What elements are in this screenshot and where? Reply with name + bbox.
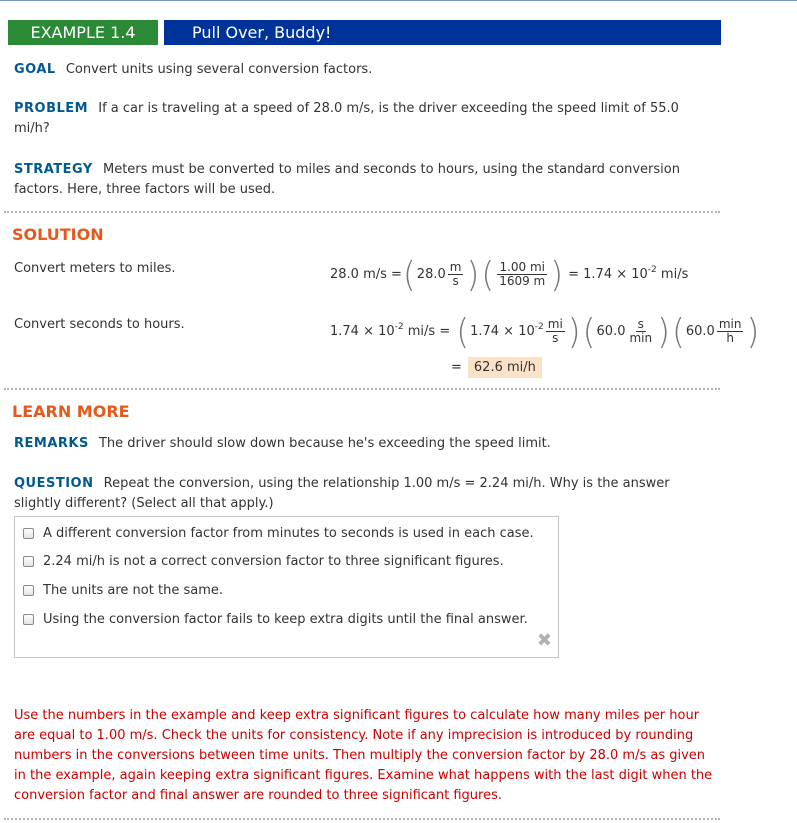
equation-result: = $1.74 \times 10^{-2}$ mi/s [568, 265, 689, 282]
example-number: EXAMPLE 1.4 [8, 20, 158, 45]
divider [4, 818, 720, 820]
answer-option[interactable] [23, 554, 504, 569]
option-label: A different conversion factor from minutes to seconds is used in each case. [43, 526, 534, 541]
goal-text: Convert units using several conversion factors. [65, 62, 373, 77]
question-label: QUESTION [14, 476, 94, 491]
question-text: Repeat the conversion, using the relationship 1.00 m/s = 2.24 mi/h. Why is the answer slightly different? (Select all that apply.) [14, 476, 670, 511]
remarks-paragraph [14, 434, 714, 454]
option-label: 2.24 mi/h is not a correct conversion factor to three significant figures. [43, 554, 504, 569]
goal-label: GOAL [14, 62, 56, 77]
checkbox[interactable] [23, 556, 34, 567]
hint-text: Use the numbers in the example and keep extra significant figures to calculate how many miles per hour are equal to 1.00 m/s. Check the units for consistency. Note if any imprecision is introduced by rounding numbers in the conversions between time units. Then multiply the conversion factor by 28.0 m/s as given in the example, again keeping extra significant figures. Examine what happens with the last digit when the conversion factor and final answer are rounded to three significant figures. [14, 708, 713, 803]
solution-heading: SOLUTION [12, 225, 104, 244]
checkbox[interactable] [23, 585, 34, 596]
answer-options-box [14, 516, 559, 658]
answer-option[interactable] [23, 583, 223, 598]
strategy-label: STRATEGY [14, 162, 93, 177]
fraction: $\frac{mi}{s}$ [547, 317, 563, 345]
divider [4, 388, 720, 390]
close-icon: ✖ [536, 630, 552, 651]
fraction: $\frac{m}{s}$ [449, 260, 462, 288]
final-answer: 62.6 mi/h [468, 357, 542, 378]
equation-lhs: $1.74 \times 10^{-2}$ mi/s = [330, 322, 451, 339]
option-label: Using the conversion factor fails to keep extra digits until the final answer. [43, 612, 528, 627]
remarks-label: REMARKS [14, 436, 89, 451]
question-paragraph [14, 474, 704, 514]
remarks-text: The driver should slow down because he's exceeding the speed limit. [98, 436, 551, 451]
problem-text: If a car is traveling at a speed of 28.0 m/s, is the driver exceeding the speed limit of 55.0 mi/h? [14, 101, 679, 136]
learn-more-heading: LEARN MORE [12, 402, 130, 421]
final-answer-row: = 62.6 mi/h [451, 357, 542, 378]
step-label: Convert seconds to hours. [14, 317, 185, 332]
strategy-text: Meters must be converted to miles and seconds to hours, using the standard conversion factors. Here, three factors will be used. [14, 162, 680, 197]
fraction: $\frac{1.00 mi}{1609 m}$ [499, 260, 546, 288]
example-header [8, 20, 721, 45]
answer-option[interactable] [23, 526, 534, 541]
equation-lhs: 28.0 m/s = [330, 267, 402, 282]
strategy-paragraph [14, 160, 714, 200]
divider [4, 211, 720, 213]
step-label: Convert meters to miles. [14, 261, 176, 276]
problem-paragraph [14, 99, 714, 139]
checkbox[interactable] [23, 528, 34, 539]
checkbox[interactable] [23, 614, 34, 625]
equation-seconds-to-hours: $1.74 \times 10^{-2}$ mi/s = ( $1.74 \times 10^{-2}$ $\frac{mi}{s}$ ) ( 60.0 $\frac{s}{\min}$ ) ( 60.0 $\frac{\min}{h}$ ) [330, 311, 760, 352]
option-label: The units are not the same. [43, 583, 223, 598]
fraction: $\frac{s}{\min}$ [629, 317, 653, 345]
example-title: Pull Over, Buddy! [164, 20, 721, 45]
answer-option[interactable] [23, 612, 528, 627]
goal-paragraph [14, 60, 714, 80]
top-border [0, 0, 797, 1]
equation-meters-to-miles: 28.0 m/s = ( 28.0 $\frac{m}{s}$ ) ( $\frac{1.00 mi}{1609 m}$ ) = $1.74 \times 10^{-2}$ mi/s [330, 254, 689, 295]
problem-label: PROBLEM [14, 101, 89, 116]
fraction: $\frac{\min}{h}$ [718, 317, 742, 345]
